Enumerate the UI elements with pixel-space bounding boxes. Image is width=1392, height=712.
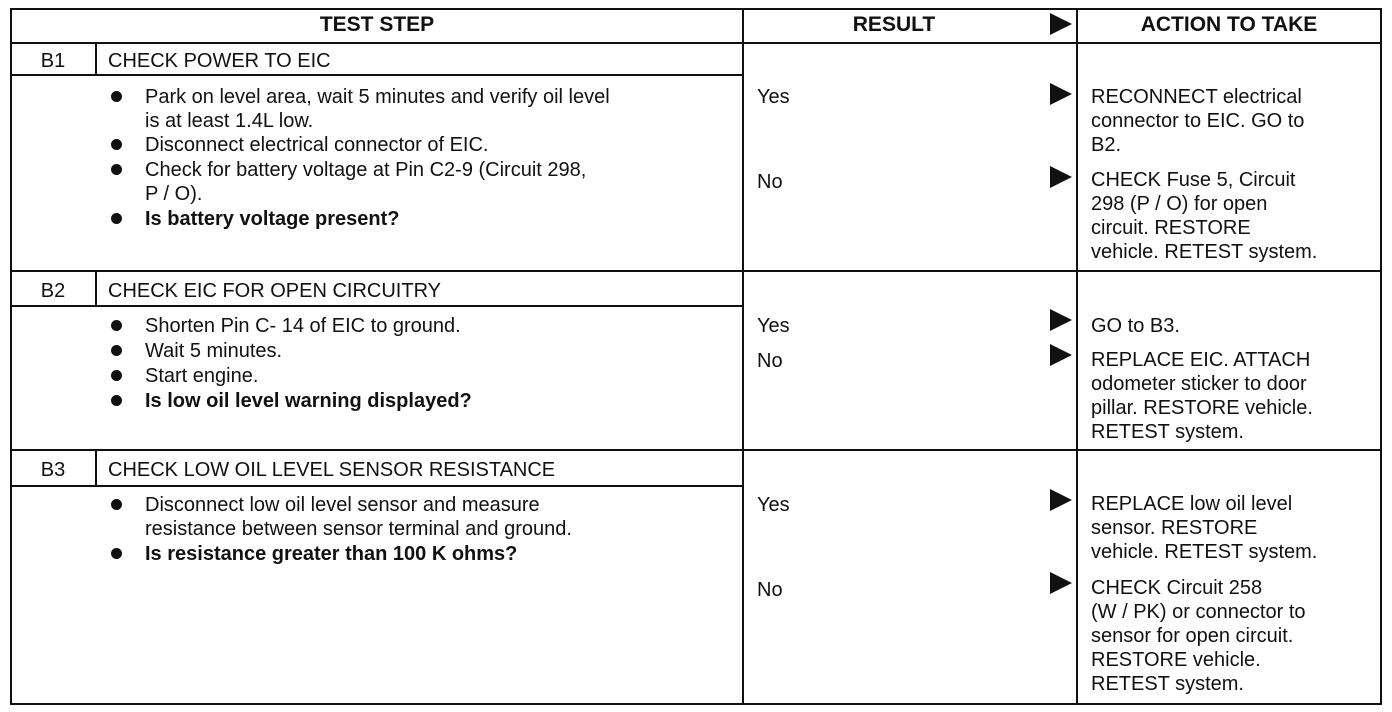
b2-action-no: REPLACE EIC. ATTACH odometer sticker to door pillar. RESTORE vehicle. RETEST system. xyxy=(1091,349,1313,443)
step-title-b1: CHECK POWER TO EIC xyxy=(108,50,331,72)
header-bottom-border xyxy=(10,42,1382,44)
result-arrow-icon xyxy=(1050,344,1072,366)
b1-result-yes: Yes xyxy=(757,86,790,108)
b1-result-no: No xyxy=(757,171,783,193)
bullet-icon xyxy=(111,164,122,175)
header-result: RESULT xyxy=(852,13,936,36)
result-arrow-icon xyxy=(1050,83,1072,105)
step-id-b3: B3 xyxy=(40,459,66,481)
step-id-b2: B2 xyxy=(40,280,66,302)
table-bottom-border xyxy=(10,703,1382,705)
b3-result-yes: Yes xyxy=(757,494,790,516)
b2-action-yes: GO to B3. xyxy=(1091,315,1180,337)
b3-title-underline xyxy=(10,485,744,487)
result-arrow-icon xyxy=(1050,166,1072,188)
b2-bullet-1: Shorten Pin C- 14 of EIC to ground. xyxy=(145,315,461,337)
action-column-divider xyxy=(1076,8,1078,705)
bullet-icon xyxy=(111,139,122,150)
b1-action-yes: RECONNECT electrical connector to EIC. GO to B2. xyxy=(1091,86,1305,156)
b3-bullet-2-question: Is resistance greater than 100 K ohms? xyxy=(145,543,518,565)
b1-bullet-3: Check for battery voltage at Pin C2-9 (Circuit 298, P / O). xyxy=(145,159,587,205)
b2-title-underline xyxy=(10,305,744,307)
b2-bullet-3: Start engine. xyxy=(145,365,259,387)
bullet-icon xyxy=(111,91,122,102)
b3-result-no: No xyxy=(757,579,783,601)
step-title-b2: CHECK EIC FOR OPEN CIRCUITRY xyxy=(108,280,441,302)
bullet-icon xyxy=(111,345,122,356)
b1-bullet-2: Disconnect electrical connector of EIC. xyxy=(145,134,489,156)
b2-bullet-4-question: Is low oil level warning displayed? xyxy=(145,390,472,412)
table-top-border xyxy=(10,8,1382,10)
b2-bullet-2: Wait 5 minutes. xyxy=(145,340,283,362)
b1-action-no: CHECK Fuse 5, Circuit 298 (P / O) for open circuit. RESTORE vehicle. RETEST system. xyxy=(1091,169,1318,263)
section-separator-b2-b3 xyxy=(10,449,1382,451)
bullet-icon xyxy=(111,395,122,406)
b1-bullet-4-question: Is battery voltage present? xyxy=(145,208,400,230)
bullet-icon xyxy=(111,548,122,559)
b3-action-no: CHECK Circuit 258 (W / PK) or connector to sensor for open circuit. RESTORE vehicle. RETEST system. xyxy=(1091,577,1306,695)
bullet-icon xyxy=(111,370,122,381)
result-arrow-icon xyxy=(1050,489,1072,511)
section-separator-b1-b2 xyxy=(10,270,1382,272)
result-column-divider xyxy=(742,8,744,705)
table-right-border xyxy=(1380,8,1382,705)
b2-result-yes: Yes xyxy=(757,315,790,337)
header-arrow-icon xyxy=(1050,13,1072,35)
bullet-icon xyxy=(111,213,122,224)
b1-bullet-1: Park on level area, wait 5 minutes and verify oil level is at least 1.4L low. xyxy=(145,86,610,132)
b1-title-underline xyxy=(10,74,744,76)
b2-result-no: No xyxy=(757,350,783,372)
bullet-icon xyxy=(111,499,122,510)
table-left-border xyxy=(10,8,12,705)
step-title-b3: CHECK LOW OIL LEVEL SENSOR RESISTANCE xyxy=(108,459,556,481)
result-arrow-icon xyxy=(1050,572,1072,594)
header-test-step: TEST STEP xyxy=(319,13,435,36)
b3-bullet-1: Disconnect low oil level sensor and measure resistance between sensor terminal and ground. xyxy=(145,494,572,540)
b3-action-yes: REPLACE low oil level sensor. RESTORE vehicle. RETEST system. xyxy=(1091,493,1318,563)
step-id-b1: B1 xyxy=(40,50,66,72)
header-action: ACTION TO TAKE xyxy=(1140,13,1318,36)
result-arrow-icon xyxy=(1050,309,1072,331)
bullet-icon xyxy=(111,320,122,331)
